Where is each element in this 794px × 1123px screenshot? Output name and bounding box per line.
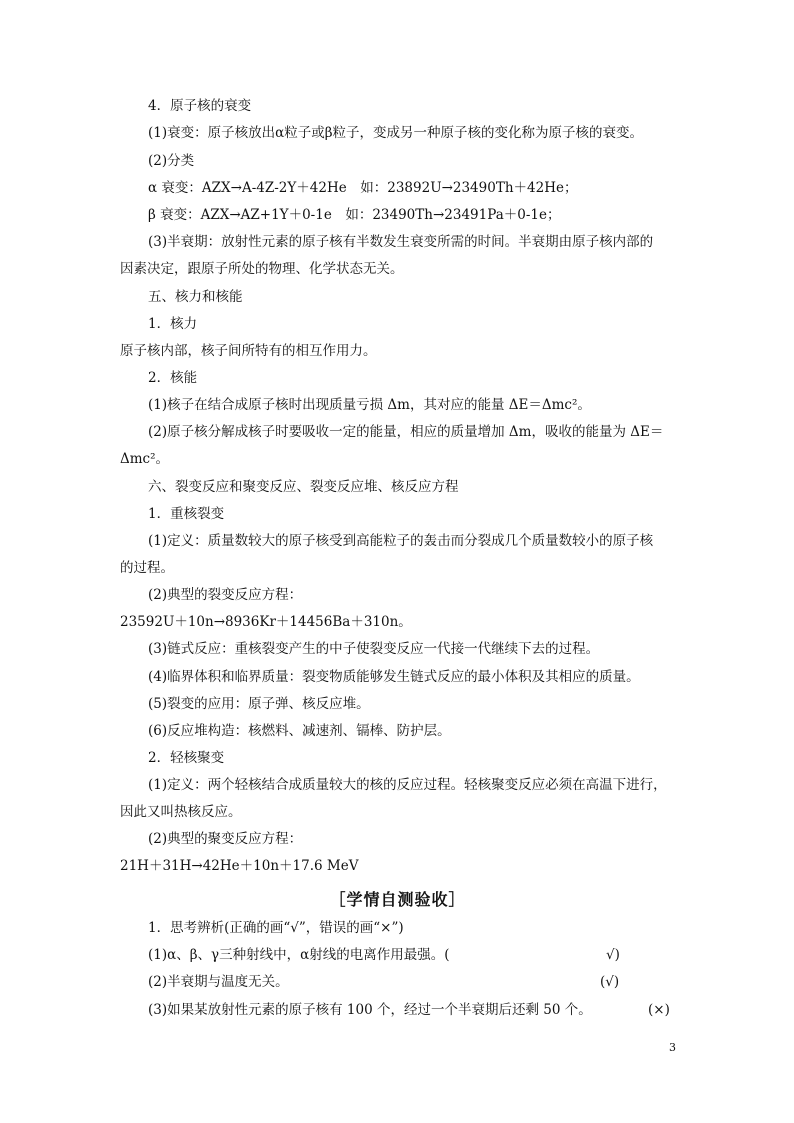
- subsection-title: 1．核力: [148, 316, 198, 332]
- paragraph: 原子核内部，核子间所特有的相互作用力。: [120, 343, 377, 359]
- quiz-intro: 1．思考辨析(正确的画“√”，错误的画“×”): [148, 920, 404, 936]
- quiz-item: (3)如果某放射性元素的原子核有 100 个，经过一个半衰期后还剩 50 个。: [148, 1002, 592, 1018]
- quiz-answer: √): [606, 947, 620, 963]
- quiz-item: (1)α、β、γ三种射线中，α射线的电离作用最强。(: [148, 947, 450, 963]
- paragraph: (1)衰变：原子核放出α粒子或β粒子，变成另一种原子核的变化称为原子核的衰变。: [148, 125, 644, 141]
- subsection-title: 1．重核裂变: [148, 506, 225, 522]
- equation-line: 21H＋31H→42He＋10n＋17.6 MeV: [120, 858, 359, 874]
- section-title: 五、核力和核能: [148, 289, 243, 305]
- paragraph: 因此又叫热核反应。: [120, 804, 242, 820]
- paragraph: (2)典型的裂变反应方程：: [148, 587, 303, 603]
- paragraph: (2)典型的聚变反应方程：: [148, 831, 303, 847]
- paragraph: (5)裂变的应用：原子弹、核反应堆。: [148, 696, 370, 712]
- subsection-title: 2．轻核聚变: [148, 750, 225, 766]
- paragraph: 因素决定，跟原子所处的物理、化学状态无关。: [120, 261, 404, 277]
- subsection-title: 4．原子核的衰变: [148, 98, 252, 114]
- paragraph: (4)临界体积和临界质量：裂变物质能够发生链式反应的最小体积及其相应的质量。: [148, 669, 640, 685]
- page-number: 3: [669, 1041, 676, 1054]
- paragraph: (2)分类: [148, 153, 195, 169]
- quiz-answer: (√): [600, 974, 620, 990]
- paragraph: 的过程。: [120, 560, 174, 576]
- equation-line: α 衰变：AZX→A-4Z-2Y＋42He 如：23892U→23490Th＋42He；: [148, 180, 578, 196]
- paragraph: (1)定义：两个轻核结合成质量较大的核的反应过程。轻核聚变反应必须在高温下进行，: [148, 777, 667, 793]
- section-heading: ［学情自测验收］: [329, 890, 466, 909]
- quiz-answer: (×): [648, 1002, 670, 1018]
- quiz-item: (2)半衰期与温度无关。: [148, 974, 289, 990]
- equation-line: 23592U＋10n→8936Kr＋14456Ba＋310n。: [120, 614, 412, 630]
- paragraph: (6)反应堆构造：核燃料、减速剂、镉棒、防护层。: [148, 723, 451, 739]
- paragraph: (1)定义：质量数较大的原子核受到高能粒子的轰击而分裂成几个质量数较小的原子核: [148, 533, 654, 549]
- paragraph: (3)半衰期：放射性元素的原子核有半数发生衰变所需的时间。半衰期由原子核内部的: [148, 234, 654, 250]
- paragraph: (3)链式反应：重核裂变产生的中子使裂变反应一代接一代继续下去的过程。: [148, 641, 600, 657]
- section-title: 六、裂变反应和聚变反应、裂变反应堆、核反应方程: [148, 479, 459, 495]
- paragraph: (2)原子核分解成核子时要吸收一定的能量，相应的质量增加 Δm，吸收的能量为 ΔE＝: [148, 424, 664, 440]
- paragraph: (1)核子在结合成原子核时出现质量亏损 Δm，其对应的能量 ΔE＝Δmc²。: [148, 397, 591, 413]
- paragraph: Δmc²。: [120, 451, 170, 467]
- subsection-title: 2．核能: [148, 370, 198, 386]
- equation-line: β 衰变：AZX→AZ+1Y＋0-1e 如：23490Th→23491Pa＋0-1e；: [148, 207, 561, 223]
